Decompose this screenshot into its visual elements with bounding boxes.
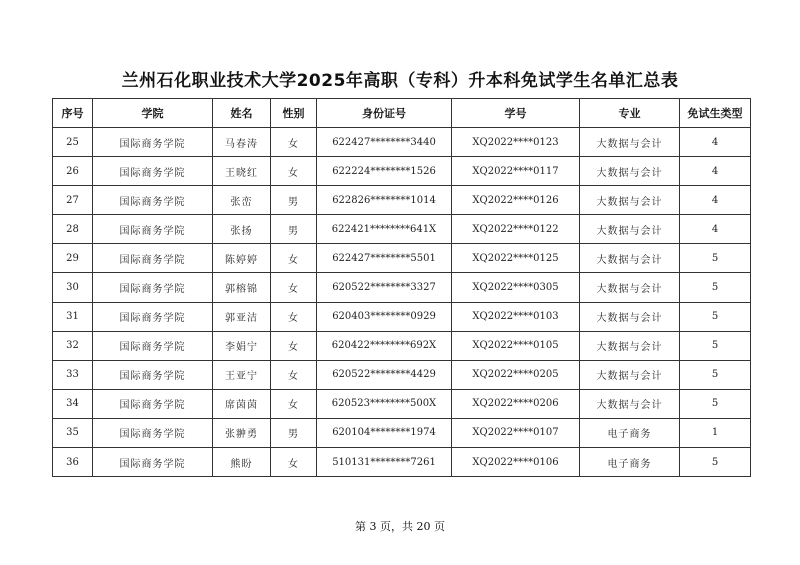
cell-gender: 男 [271, 186, 317, 215]
cell-college: 国际商务学院 [93, 244, 213, 273]
cell-college: 国际商务学院 [93, 418, 213, 447]
cell-gender: 女 [271, 331, 317, 360]
cell-exempt-type: 4 [680, 215, 751, 244]
header-student-number: 学号 [452, 99, 580, 128]
cell-student-number: XQ2022****0117 [452, 157, 580, 186]
cell-gender: 女 [271, 244, 317, 273]
cell-id-number: 620403********0929 [317, 302, 452, 331]
cell-gender: 女 [271, 128, 317, 157]
cell-index: 36 [53, 448, 93, 477]
cell-college: 国际商务学院 [93, 215, 213, 244]
cell-index: 25 [53, 128, 93, 157]
cell-index: 30 [53, 273, 93, 302]
cell-exempt-type: 5 [680, 331, 751, 360]
cell-college: 国际商务学院 [93, 302, 213, 331]
cell-gender: 女 [271, 448, 317, 477]
document-title: 兰州石化职业技术大学2025年高职（专科）升本科免试学生名单汇总表 [121, 71, 679, 91]
table-body [53, 128, 751, 477]
cell-exempt-type: 1 [680, 418, 751, 447]
cell-major: 大数据与会计 [580, 273, 680, 302]
cell-college: 国际商务学院 [93, 331, 213, 360]
cell-name: 马春涛 [213, 128, 271, 157]
cell-student-number: XQ2022****0125 [452, 244, 580, 273]
cell-student-number: XQ2022****0305 [452, 273, 580, 302]
cell-gender: 女 [271, 360, 317, 389]
cell-name: 熊盼 [213, 448, 271, 477]
cell-id-number: 622224********1526 [317, 157, 452, 186]
cell-index: 34 [53, 389, 93, 418]
table-row [53, 448, 751, 477]
cell-exempt-type: 5 [680, 302, 751, 331]
cell-exempt-type: 4 [680, 128, 751, 157]
cell-major: 大数据与会计 [580, 302, 680, 331]
header-college: 学院 [93, 99, 213, 128]
table-row [53, 128, 751, 157]
table-row [53, 418, 751, 447]
cell-major: 大数据与会计 [580, 186, 680, 215]
cell-college: 国际商务学院 [93, 273, 213, 302]
cell-exempt-type: 5 [680, 244, 751, 273]
cell-major: 电子商务 [580, 418, 680, 447]
cell-student-number: XQ2022****0105 [452, 331, 580, 360]
cell-name: 王晓红 [213, 157, 271, 186]
header-index: 序号 [53, 99, 93, 128]
cell-name: 席茵茵 [213, 389, 271, 418]
cell-student-number: XQ2022****0107 [452, 418, 580, 447]
header-id-number: 身份证号 [317, 99, 452, 128]
cell-gender: 男 [271, 418, 317, 447]
cell-id-number: 620422********692X [317, 331, 452, 360]
cell-major: 大数据与会计 [580, 215, 680, 244]
cell-id-number: 510131********7261 [317, 448, 452, 477]
cell-index: 29 [53, 244, 93, 273]
page-footer: 第 3 页，共 20 页 [355, 520, 445, 533]
cell-major: 电子商务 [580, 448, 680, 477]
cell-major: 大数据与会计 [580, 389, 680, 418]
cell-student-number: XQ2022****0106 [452, 448, 580, 477]
cell-index: 32 [53, 331, 93, 360]
cell-major: 大数据与会计 [580, 128, 680, 157]
cell-gender: 女 [271, 157, 317, 186]
cell-gender: 女 [271, 302, 317, 331]
cell-major: 大数据与会计 [580, 157, 680, 186]
cell-college: 国际商务学院 [93, 389, 213, 418]
student-roster-table [52, 98, 751, 477]
cell-exempt-type: 5 [680, 389, 751, 418]
cell-id-number: 622421********641X [317, 215, 452, 244]
header-major: 专业 [580, 99, 680, 128]
cell-index: 35 [53, 418, 93, 447]
cell-gender: 女 [271, 389, 317, 418]
header-name: 姓名 [213, 99, 271, 128]
table-row [53, 273, 751, 302]
cell-name: 李娟宁 [213, 331, 271, 360]
cell-gender: 男 [271, 215, 317, 244]
table-row [53, 389, 751, 418]
cell-id-number: 622427********3440 [317, 128, 452, 157]
header-exempt-type: 免试生类型 [680, 99, 751, 128]
cell-index: 28 [53, 215, 93, 244]
cell-student-number: XQ2022****0103 [452, 302, 580, 331]
cell-college: 国际商务学院 [93, 157, 213, 186]
cell-exempt-type: 4 [680, 157, 751, 186]
cell-id-number: 620104********1974 [317, 418, 452, 447]
header-gender: 性别 [271, 99, 317, 128]
cell-college: 国际商务学院 [93, 186, 213, 215]
cell-index: 27 [53, 186, 93, 215]
cell-exempt-type: 5 [680, 360, 751, 389]
cell-name: 王亚宁 [213, 360, 271, 389]
cell-name: 张峦 [213, 186, 271, 215]
cell-name: 郭榕锦 [213, 273, 271, 302]
cell-index: 26 [53, 157, 93, 186]
cell-gender: 女 [271, 273, 317, 302]
cell-student-number: XQ2022****0122 [452, 215, 580, 244]
cell-college: 国际商务学院 [93, 448, 213, 477]
table-row [53, 215, 751, 244]
cell-college: 国际商务学院 [93, 128, 213, 157]
cell-major: 大数据与会计 [580, 244, 680, 273]
table-row [53, 360, 751, 389]
table-header-row [53, 99, 751, 128]
cell-major: 大数据与会计 [580, 331, 680, 360]
cell-major: 大数据与会计 [580, 360, 680, 389]
cell-name: 张翀勇 [213, 418, 271, 447]
cell-exempt-type: 4 [680, 186, 751, 215]
cell-index: 33 [53, 360, 93, 389]
cell-student-number: XQ2022****0205 [452, 360, 580, 389]
cell-name: 郭亚洁 [213, 302, 271, 331]
cell-student-number: XQ2022****0123 [452, 128, 580, 157]
table-row [53, 244, 751, 273]
table-row [53, 186, 751, 215]
cell-college: 国际商务学院 [93, 360, 213, 389]
cell-student-number: XQ2022****0126 [452, 186, 580, 215]
cell-id-number: 622826********1014 [317, 186, 452, 215]
table-row [53, 302, 751, 331]
table-row [53, 157, 751, 186]
cell-name: 张扬 [213, 215, 271, 244]
cell-id-number: 620522********4429 [317, 360, 452, 389]
cell-exempt-type: 5 [680, 273, 751, 302]
cell-id-number: 620523********500X [317, 389, 452, 418]
cell-name: 陈婷婷 [213, 244, 271, 273]
table-row [53, 331, 751, 360]
cell-id-number: 622427********5501 [317, 244, 452, 273]
cell-index: 31 [53, 302, 93, 331]
cell-exempt-type: 5 [680, 448, 751, 477]
cell-id-number: 620522********3327 [317, 273, 452, 302]
cell-student-number: XQ2022****0206 [452, 389, 580, 418]
